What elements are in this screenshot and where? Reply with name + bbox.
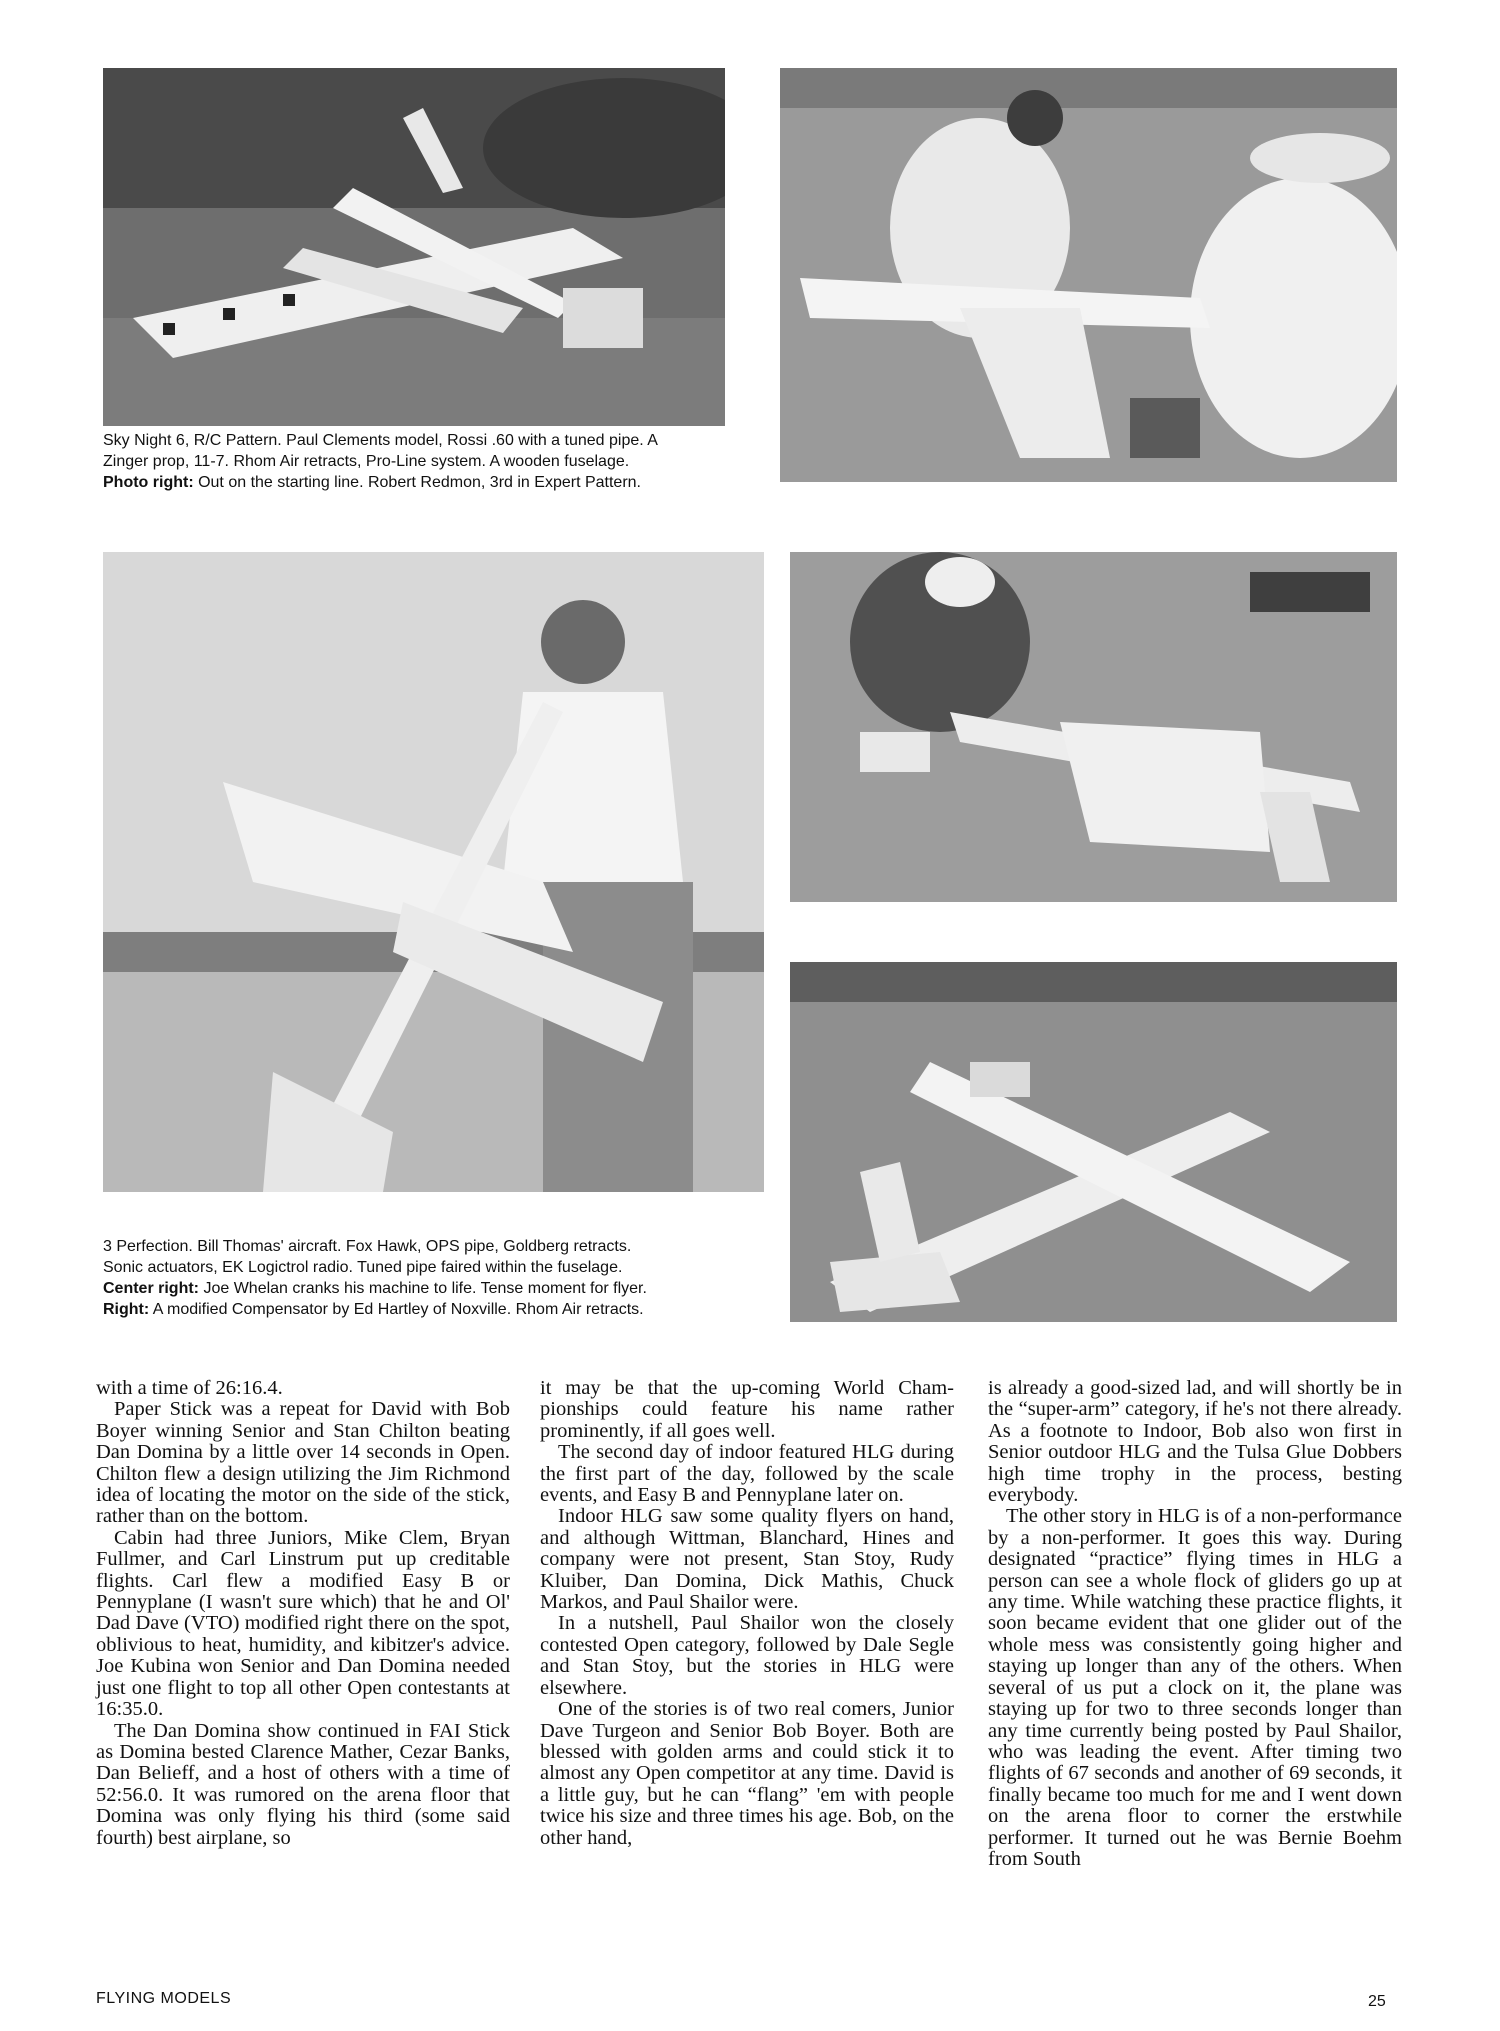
caption-bottom-label-right: Right: bbox=[103, 1301, 150, 1318]
col2-para-2: The second day of indoor featured HLG during the first part of the day, followed by the scale events, and Easy B and Pennyplane later on. bbox=[540, 1441, 954, 1507]
col2-para-3: Indoor HLG saw some quality flyers on hand, and although Wittman, Blanchard, Hines and company were not present, Stan Stoy, Rudy Kluiber, Dan Domina, Dick Mathis, Chuck Markos, and Paul Shailor were. bbox=[540, 1505, 954, 1614]
col1-para-1: with a time of 26:16.4. bbox=[96, 1377, 283, 1399]
col3-para-2: The other story in HLG is of a non-performance by a non-performer. It goes this way. During designated “practice” flying times in HLG a person can see a whole flock of gliders go up at any time. While watching these practice flights, it soon became evident that one glider out of the whole mess was consistently going higher and staying up longer than any of the others. When several of us put a clock on it, the plane was staying up for two to three seconds longer than any time currently being posted by Paul Shailor, who was leading the event. After timing two flights of 67 seconds and another of 69 seconds, it finally became too much for me and I went down on the arena floor to corner the erstwhile performer. It turned out he was Bernie Boehm from South bbox=[988, 1505, 1402, 1870]
col2-para-4: In a nutshell, Paul Shailor won the closely contested Open category, followed by Dale Segle and Stan Stoy, but the stories in HLG were elsewhere. bbox=[540, 1612, 954, 1699]
col3-para-1: is already a good-sized lad, and will shortly be in the “super-arm” category, if he's not there already. As a footnote to Indoor, Bob also won first in Senior outdoor HLG and the Tulsa Glue Dobbers high time trophy in the process, besting everybody. bbox=[988, 1377, 1402, 1507]
caption-top-label: Photo right: bbox=[103, 474, 194, 491]
caption-bottom bbox=[103, 1236, 783, 1320]
caption-bottom-line-1: 3 Perfection. Bill Thomas' aircraft. Fox Hawk, OPS pipe, Goldberg retracts. bbox=[103, 1238, 632, 1255]
photo-sky-night-6 bbox=[103, 68, 725, 426]
caption-bottom-line-2: Sonic actuators, EK Logictrol radio. Tuned pipe faired within the fuselage. bbox=[103, 1259, 623, 1276]
caption-top-line-2: Zinger prop, 11-7. Rhom Air retracts, Pro-Line system. A wooden fuselage. bbox=[103, 453, 630, 470]
caption-top-line-1: Sky Night 6, R/C Pattern. Paul Clements model, Rossi .60 with a tuned pipe. A bbox=[103, 432, 658, 449]
article-column-1 bbox=[96, 1378, 510, 1849]
caption-bottom-line-3 bbox=[103, 1278, 783, 1299]
caption-bottom-label-center: Center right: bbox=[103, 1280, 199, 1297]
photo-perfection-3 bbox=[103, 552, 764, 1192]
photo-joe-whelan bbox=[790, 552, 1397, 902]
photo-compensator bbox=[790, 962, 1397, 1322]
article-column-3 bbox=[988, 1378, 1402, 1870]
page-number: 25 bbox=[1368, 1993, 1386, 2010]
col1-para-2: Paper Stick was a repeat for David with Bob Boyer winning Senior and Stan Chilton beating Dan Domina by a little over 14 seconds in Open. Chilton flew a design utilizing the Jim Richmond idea of locating the motor on the side of the stick, rather than on the bottom. bbox=[96, 1398, 510, 1528]
article-column-2 bbox=[540, 1378, 954, 1849]
caption-bottom-text-right: A modified Compensator by Ed Hartley of Noxville. Rhom Air retracts. bbox=[149, 1301, 644, 1318]
caption-top bbox=[103, 430, 728, 493]
magazine-name: FLYING MODELS bbox=[96, 1990, 232, 2007]
col2-para-1: it may be that the up-coming World Championships could feature his name rather prominently, if all goes well. bbox=[540, 1377, 954, 1442]
caption-top-text: Out on the starting line. Robert Redmon, 3rd in Expert Pattern. bbox=[193, 474, 641, 491]
col1-para-4: The Dan Domina show continued in FAI Stick as Domina bested Clarence Mather, Cezar Banks, Dan Belieff, and a host of others with a time of 52:56.0. It was rumored on the arena floor that Domina was only flying his third (some said fourth) best airplane, so bbox=[96, 1719, 510, 1849]
caption-bottom-line-4 bbox=[103, 1299, 783, 1320]
col2-para-5: One of the stories is of two real comers, Junior Dave Turgeon and Senior Bob Boyer. Both are blessed with golden arms and could stick it to almost any Open competitor at any time. David is a little guy, but he can “flang” 'em with people twice his size and three times his age. Bob, on the other hand, bbox=[540, 1698, 954, 1849]
caption-bottom-text-center: Joe Whelan cranks his machine to life. Tense moment for flyer. bbox=[199, 1280, 647, 1297]
col1-para-3: Cabin had three Juniors, Mike Clem, Bryan Fullmer, and Carl Linstrum put up creditable flights. Carl flew a modified Easy B or Pennyplane (I wasn't sure which) that he and Ol' Dad Dave (VTO) modified right there on the spot, oblivious to heat, humidity, and kibitzer's advice. Joe Kubina won Senior and Dan Domina needed just one flight to top all other Open contestants at 16:35.0. bbox=[96, 1526, 510, 1721]
photo-starting-line bbox=[780, 68, 1397, 482]
caption-top-line-3 bbox=[103, 472, 728, 493]
